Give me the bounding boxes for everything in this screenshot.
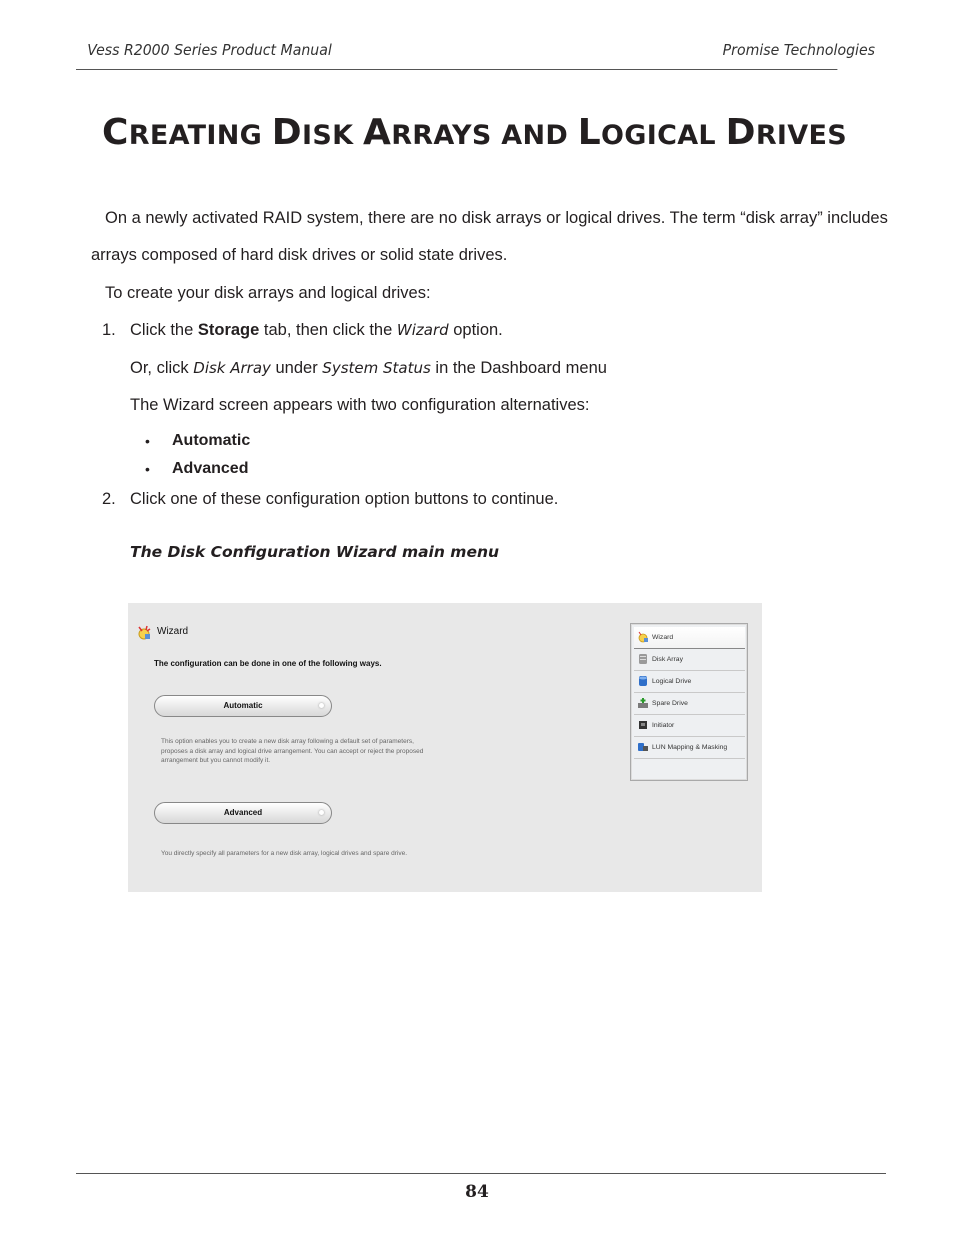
title-word: OGICAL <box>601 120 716 151</box>
step-number: 1. <box>102 321 116 339</box>
title-initial: D <box>271 112 302 153</box>
alt-text: Or, click <box>130 359 194 377</box>
wizard-description: The configuration can be done in one of the following ways. <box>154 659 382 668</box>
page-header <box>76 38 875 70</box>
menu-item-label: Logical Drive <box>652 678 692 685</box>
title-initial: A <box>363 112 392 153</box>
advanced-description: You directly specify all parameters for a new disk array, logical drives and spare drive. <box>161 850 408 857</box>
title-word: RRAYS <box>391 120 492 151</box>
storage-menu <box>630 623 748 781</box>
step-text: tab, then click the <box>259 321 397 339</box>
menu-item-disk-array[interactable] <box>634 649 745 671</box>
title-word: RIVES <box>755 120 847 151</box>
menu-item-label: Wizard <box>652 634 674 641</box>
step-2 <box>102 489 558 509</box>
automatic-button[interactable] <box>154 695 332 717</box>
advanced-button-label: Advanced <box>223 808 263 817</box>
logical-drive-icon <box>637 675 649 687</box>
title-initial: L <box>577 112 602 153</box>
menu-item-logical-drive[interactable] <box>634 671 745 693</box>
menu-item-label: Spare Drive <box>652 700 688 707</box>
step-text: Click one of these configuration option buttons to continue. <box>130 490 559 508</box>
header-company: Promise Technologies <box>722 41 875 59</box>
spare-drive-icon <box>637 697 649 709</box>
step-number: 2. <box>102 490 116 508</box>
step-1-alternative <box>130 358 607 378</box>
list-item <box>145 455 250 483</box>
alternatives-list <box>145 427 250 483</box>
figure-caption: The Disk Configuration Wizard main menu <box>130 543 500 561</box>
storage-tab-ref: Storage <box>197 321 260 339</box>
wizard-icon <box>637 631 649 643</box>
wizard-option-ref: Wizard <box>396 321 449 339</box>
header-manual-title: Vess R2000 Series Product Manual <box>87 41 332 59</box>
step-text: Click the <box>130 321 198 339</box>
menu-item-label: LUN Mapping & Masking <box>652 744 728 751</box>
wizard-screenshot <box>128 603 762 892</box>
intro-line-2: arrays composed of hard disk drives or solid state drives. <box>91 246 508 264</box>
section-title <box>102 112 847 153</box>
title-initial: D <box>725 112 756 153</box>
button-knob <box>319 703 324 708</box>
bullet: • <box>145 461 150 477</box>
lun-mapping-icon <box>637 741 649 753</box>
list-item-label: Automatic <box>172 432 251 449</box>
title-word: AND <box>501 120 569 151</box>
intro-lead: To create your disk arrays and logical drives: <box>105 284 431 302</box>
disk-array-icon <box>637 653 649 665</box>
advanced-button[interactable] <box>154 802 332 824</box>
list-item-label: Advanced <box>172 460 249 477</box>
button-knob <box>319 810 324 815</box>
initiator-icon <box>637 719 649 731</box>
step-1 <box>102 320 503 340</box>
menu-item-spare-drive[interactable] <box>634 693 745 715</box>
bullet: • <box>145 433 150 449</box>
intro-line-1: On a newly activated RAID system, there are no disk arrays or logical drives. The term “disk array” includes <box>105 209 888 227</box>
automatic-button-label: Automatic <box>223 701 263 710</box>
menu-item-lun-mapping[interactable] <box>634 737 745 759</box>
wizard-icon <box>136 625 152 641</box>
disk-array-ref: Disk Array <box>193 359 271 377</box>
list-item <box>145 427 250 455</box>
wizard-title: Wizard <box>157 626 189 637</box>
page-footer-rule <box>76 1173 886 1174</box>
menu-item-label: Disk Array <box>652 656 683 663</box>
system-status-ref: System Status <box>322 359 431 377</box>
title-word: ISK <box>301 120 354 151</box>
title-initial: C <box>102 112 129 153</box>
wizard-appears-text: The Wizard screen appears with two configuration alternatives: <box>130 396 590 414</box>
menu-item-label: Initiator <box>652 722 675 729</box>
automatic-description: This option enables you to create a new disk array following a default set of parameters, proposes a disk array and logical drive arrangement. You can accept or reject the proposed arrangement but you cannot modify it. <box>161 738 424 764</box>
step-text: option. <box>448 321 503 339</box>
menu-item-initiator[interactable] <box>634 715 745 737</box>
alt-text: in the Dashboard menu <box>430 359 607 377</box>
title-word: REATING <box>128 120 263 151</box>
alt-text: under <box>270 359 323 377</box>
menu-item-wizard[interactable] <box>634 627 745 649</box>
page-number: 84 <box>465 1182 489 1202</box>
